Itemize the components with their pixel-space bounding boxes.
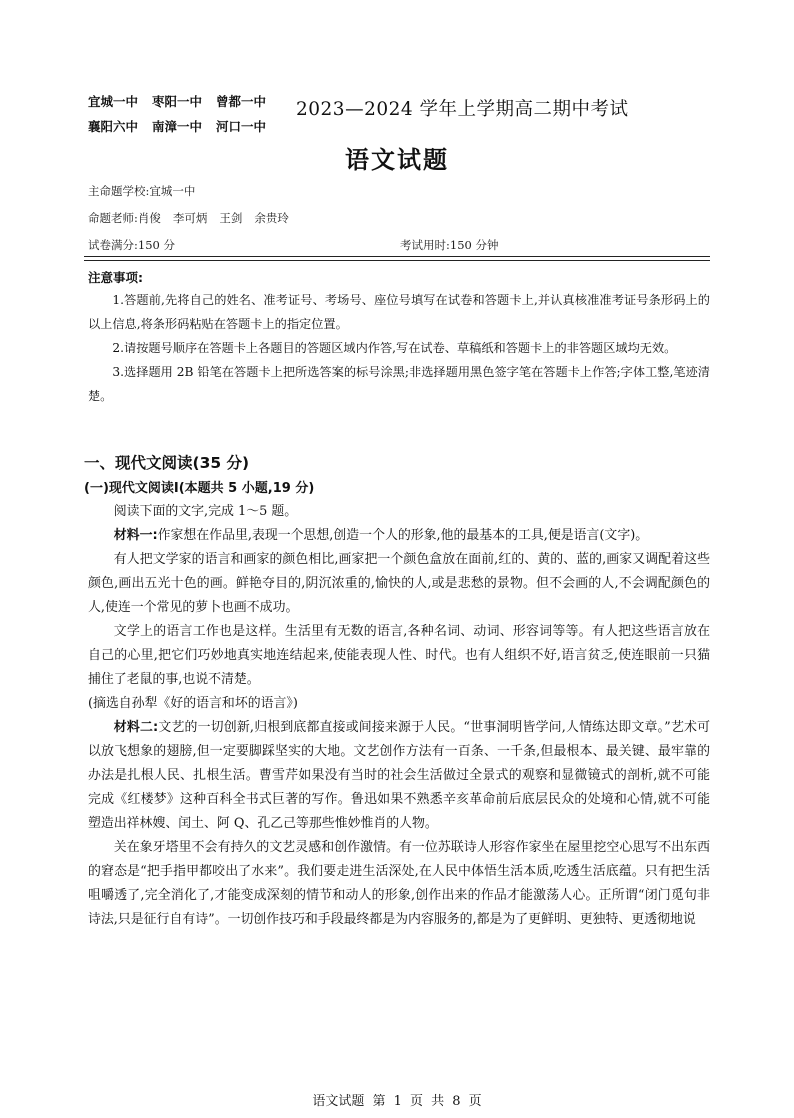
teacher-name: 王剑 — [219, 211, 243, 225]
exam-title: 2023—2024 学年上学期高二期中考试 — [296, 99, 629, 120]
notes-heading: 注意事项: — [88, 270, 143, 285]
teacher-lead: 命题老师:肖俊 — [88, 211, 161, 225]
school-row-2 — [88, 114, 280, 139]
material-1-intro — [88, 524, 710, 548]
teacher-name: 李可炳 — [172, 211, 208, 225]
note-item: 2.请按题号顺序在答题卡上各题目的答题区域内作答,写在试卷、草稿纸和答题卡上的非答题区域均无效。 — [112, 341, 677, 355]
instruction: 阅读下面的文字,完成 1～5 题。 — [113, 504, 298, 519]
section-heading: 一、现代文阅读(35 分) — [84, 454, 250, 472]
material-1-text: 作家想在作品里,表现一个思想,创造一个人的形象,他的最基本的工具,便是语言(文字)。 — [157, 528, 649, 543]
header-rule-thin — [84, 260, 710, 261]
notes-list — [88, 288, 710, 408]
material-2-label: 材料二: — [113, 720, 159, 735]
school-name: 南漳一中 — [152, 119, 203, 134]
full-score: 试卷满分:150 分 — [88, 238, 175, 252]
lead-school: 主命题学校:宜城一中 — [88, 184, 196, 198]
school-row-1 — [88, 89, 280, 114]
school-name: 曾都一中 — [216, 94, 267, 109]
material-2-text: 文艺的一切创新,归根到底都直接或间接来源于人民。“世事洞明皆学问,人情练达即文章。”艺术可以放飞想象的翅膀,但一定要脚踩坚实的大地。文艺创作方法有一百条、一千条,但最根本、最关键、最牢靠的办法是扎根人民、扎根生活。曹雪芹如果没有当时的社会生活做过全景式的观察和显微镜式的剖析,就不可能完成《红楼梦》这种百科全书式巨著的写作。鲁迅如果不熟悉辛亥革命前后底层民众的处境和心情,就不可能塑造出祥林嫂、闰土、阿 Q、孔乙己等那些惟妙惟肖的人物。 — [88, 720, 710, 831]
subsection-heading: (一)现代文阅读Ⅰ(本题共 5 小题,19 分) — [84, 481, 315, 496]
school-name: 襄阳六中 — [88, 119, 139, 134]
material-1-label: 材料一: — [113, 528, 158, 543]
note-item: 1.答题前,先将自己的姓名、准考证号、考场号、座位号填写在试卷和答题卡上,并认真核准准考证号条形码上的以上信息,将条形码粘贴在答题卡上的指定位置。 — [88, 293, 710, 331]
school-name: 河口一中 — [216, 119, 267, 134]
school-list — [88, 89, 280, 139]
note-item: 3.选择题用 2B 铅笔在答题卡上把所选答案的标号涂黑;非选择题用黑色签字笔在答题卡上作答;字体工整,笔迹清楚。 — [88, 365, 710, 403]
teacher-name: 余贵玲 — [254, 211, 289, 225]
teacher-list — [88, 210, 301, 226]
school-name: 宜城一中 — [88, 94, 139, 109]
material-1-source: (摘选自孙犁《好的语言和坏的语言》) — [88, 696, 298, 711]
paragraph: 关在象牙塔里不会有持久的文艺灵感和创作激情。有一位苏联诗人形容作家坐在屋里挖空心思写不出东西的窘态是“把手指甲都咬出了水来”。我们要走进生活深处,在人民中体悟生活本质,吃透生活底蕴。只有把生活咀嚼透了,完全消化了,才能变成深刻的情节和动人的形象,创作出来的作品才能激荡人心。正所谓“闭门觅句非诗法,只是征行自有诗”。一切创作技巧和手段最终都是为内容服务的,都是为了更鲜明、更独特、更透彻地说 — [88, 840, 710, 927]
exam-duration: 考试用时:150 分钟 — [400, 238, 499, 252]
page-footer: 语文试题 第 1 页 共 8 页 — [312, 1094, 482, 1109]
paragraph: 文学上的语言工作也是这样。生活里有无数的语言,各种名词、动词、形容词等等。有人把这些语言放在自己的心里,把它们巧妙地真实地连结起来,使能表现人性、时代。也有人组织不好,语言贫乏,使连眼前一只猫捕住了老鼠的事,也说不清楚。 — [88, 624, 710, 687]
header-rule-thick — [84, 256, 710, 257]
school-name: 枣阳一中 — [152, 94, 203, 109]
reading-passage — [88, 500, 710, 932]
paragraph: 有人把文学家的语言和画家的颜色相比,画家把一个颜色盒放在面前,红的、黄的、蓝的,画家又调配着这些颜色,画出五光十色的画。鲜艳夺目的,阴沉浓重的,愉快的人,或是悲愁的景物。但不会画的人,不会调配颜色的人,使连一个常见的萝卜也画不成功。 — [88, 552, 710, 615]
page-title: 语文试题 — [345, 146, 449, 174]
material-2-intro — [88, 716, 710, 836]
